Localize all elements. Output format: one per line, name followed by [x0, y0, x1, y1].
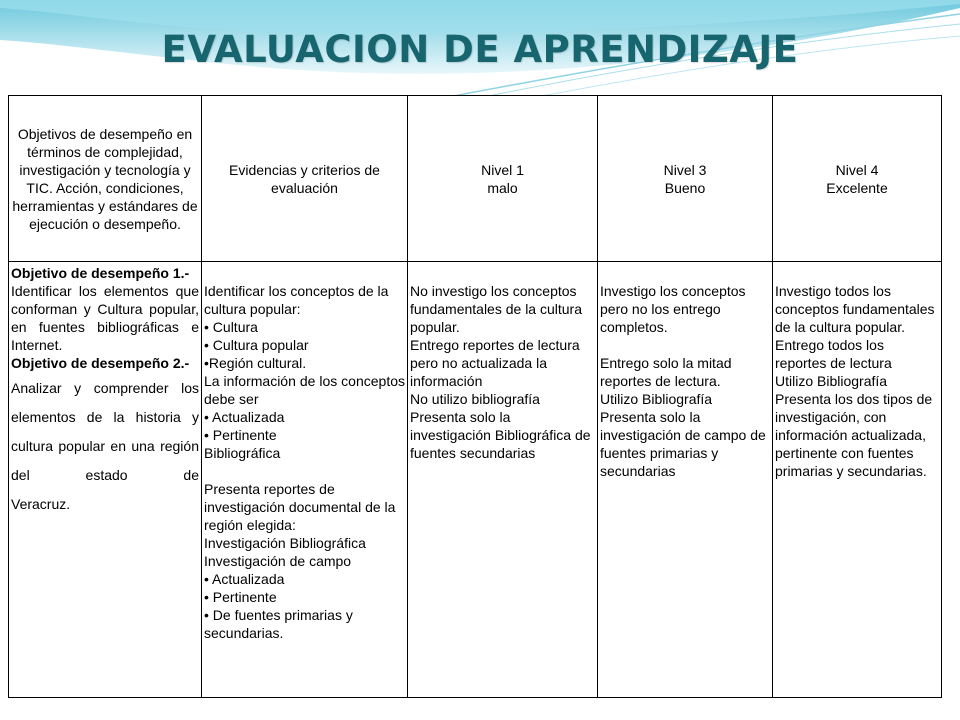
objetivo-2-text: Analizar y comprender los elementos de la historia y cultura popular en una región del estado de [11, 380, 199, 483]
cell-objetivos [9, 262, 202, 698]
objetivo-1-title: Objetivo de desempeño 1.- [11, 265, 190, 281]
header-objetivos: Objetivos de desempeño en términos de complejidad, investigación y tecnología y TIC. Acción, condiciones, herramientas y estándares de ejecución o desempeño. [9, 96, 202, 262]
objetivo-2-text-end: Veracruz. [11, 496, 71, 512]
objetivo-2-title: Objetivo de desempeño 2.- [11, 355, 190, 371]
header-evidencias: Evidencias y criterios de evaluación [202, 96, 408, 262]
table-body-row [9, 262, 942, 698]
cell-nivel-4: Investigo todos los conceptos fundamentales de la cultura popular. Entrego todos los reportes de lectura Utilizo Bibliografía Presenta los dos tipos de investigación, con información actualizada, pertinente con fuentes primarias y secundarias. [773, 262, 942, 698]
objetivo-1-text: Identificar los elementos que conforman y Cultura popular, en fuentes bibliográficas e Internet. [11, 283, 199, 353]
header-nivel-3: Nivel 3 Bueno [598, 96, 773, 262]
cell-nivel-1: No investigo los conceptos fundamentales de la cultura popular. Entrego reportes de lectura pero no actualizada la información No utilizo bibliografía Presenta solo la investigación Bibliográfica de fuentes secundarias [408, 262, 598, 698]
slide-title: EVALUACION DE APRENDIZAJE [161, 28, 799, 71]
cell-nivel-3: Investigo los conceptos pero no los entrego completos. Entrego solo la mitad reportes de lectura. Utilizo Bibliografía Presenta solo la investigación de campo de fuentes primarias y secundarias [598, 262, 773, 698]
header-nivel-4: Nivel 4 Excelente [773, 96, 942, 262]
cell-evidencias: Identificar los conceptos de la cultura popular: • Cultura • Cultura popular •Región cultural. La información de los conceptos debe ser • Actualizada • Pertinente Bibliográfica Presenta reportes de investigación documental de la región elegida: Investigación Bibliográfica Investigación de campo • Actualizada • Pertinente • De fuentes primarias y secundarias. [202, 262, 408, 698]
table-header-row [9, 96, 942, 262]
evaluation-rubric-table [8, 95, 942, 698]
header-nivel-1: Nivel 1 malo [408, 96, 598, 262]
